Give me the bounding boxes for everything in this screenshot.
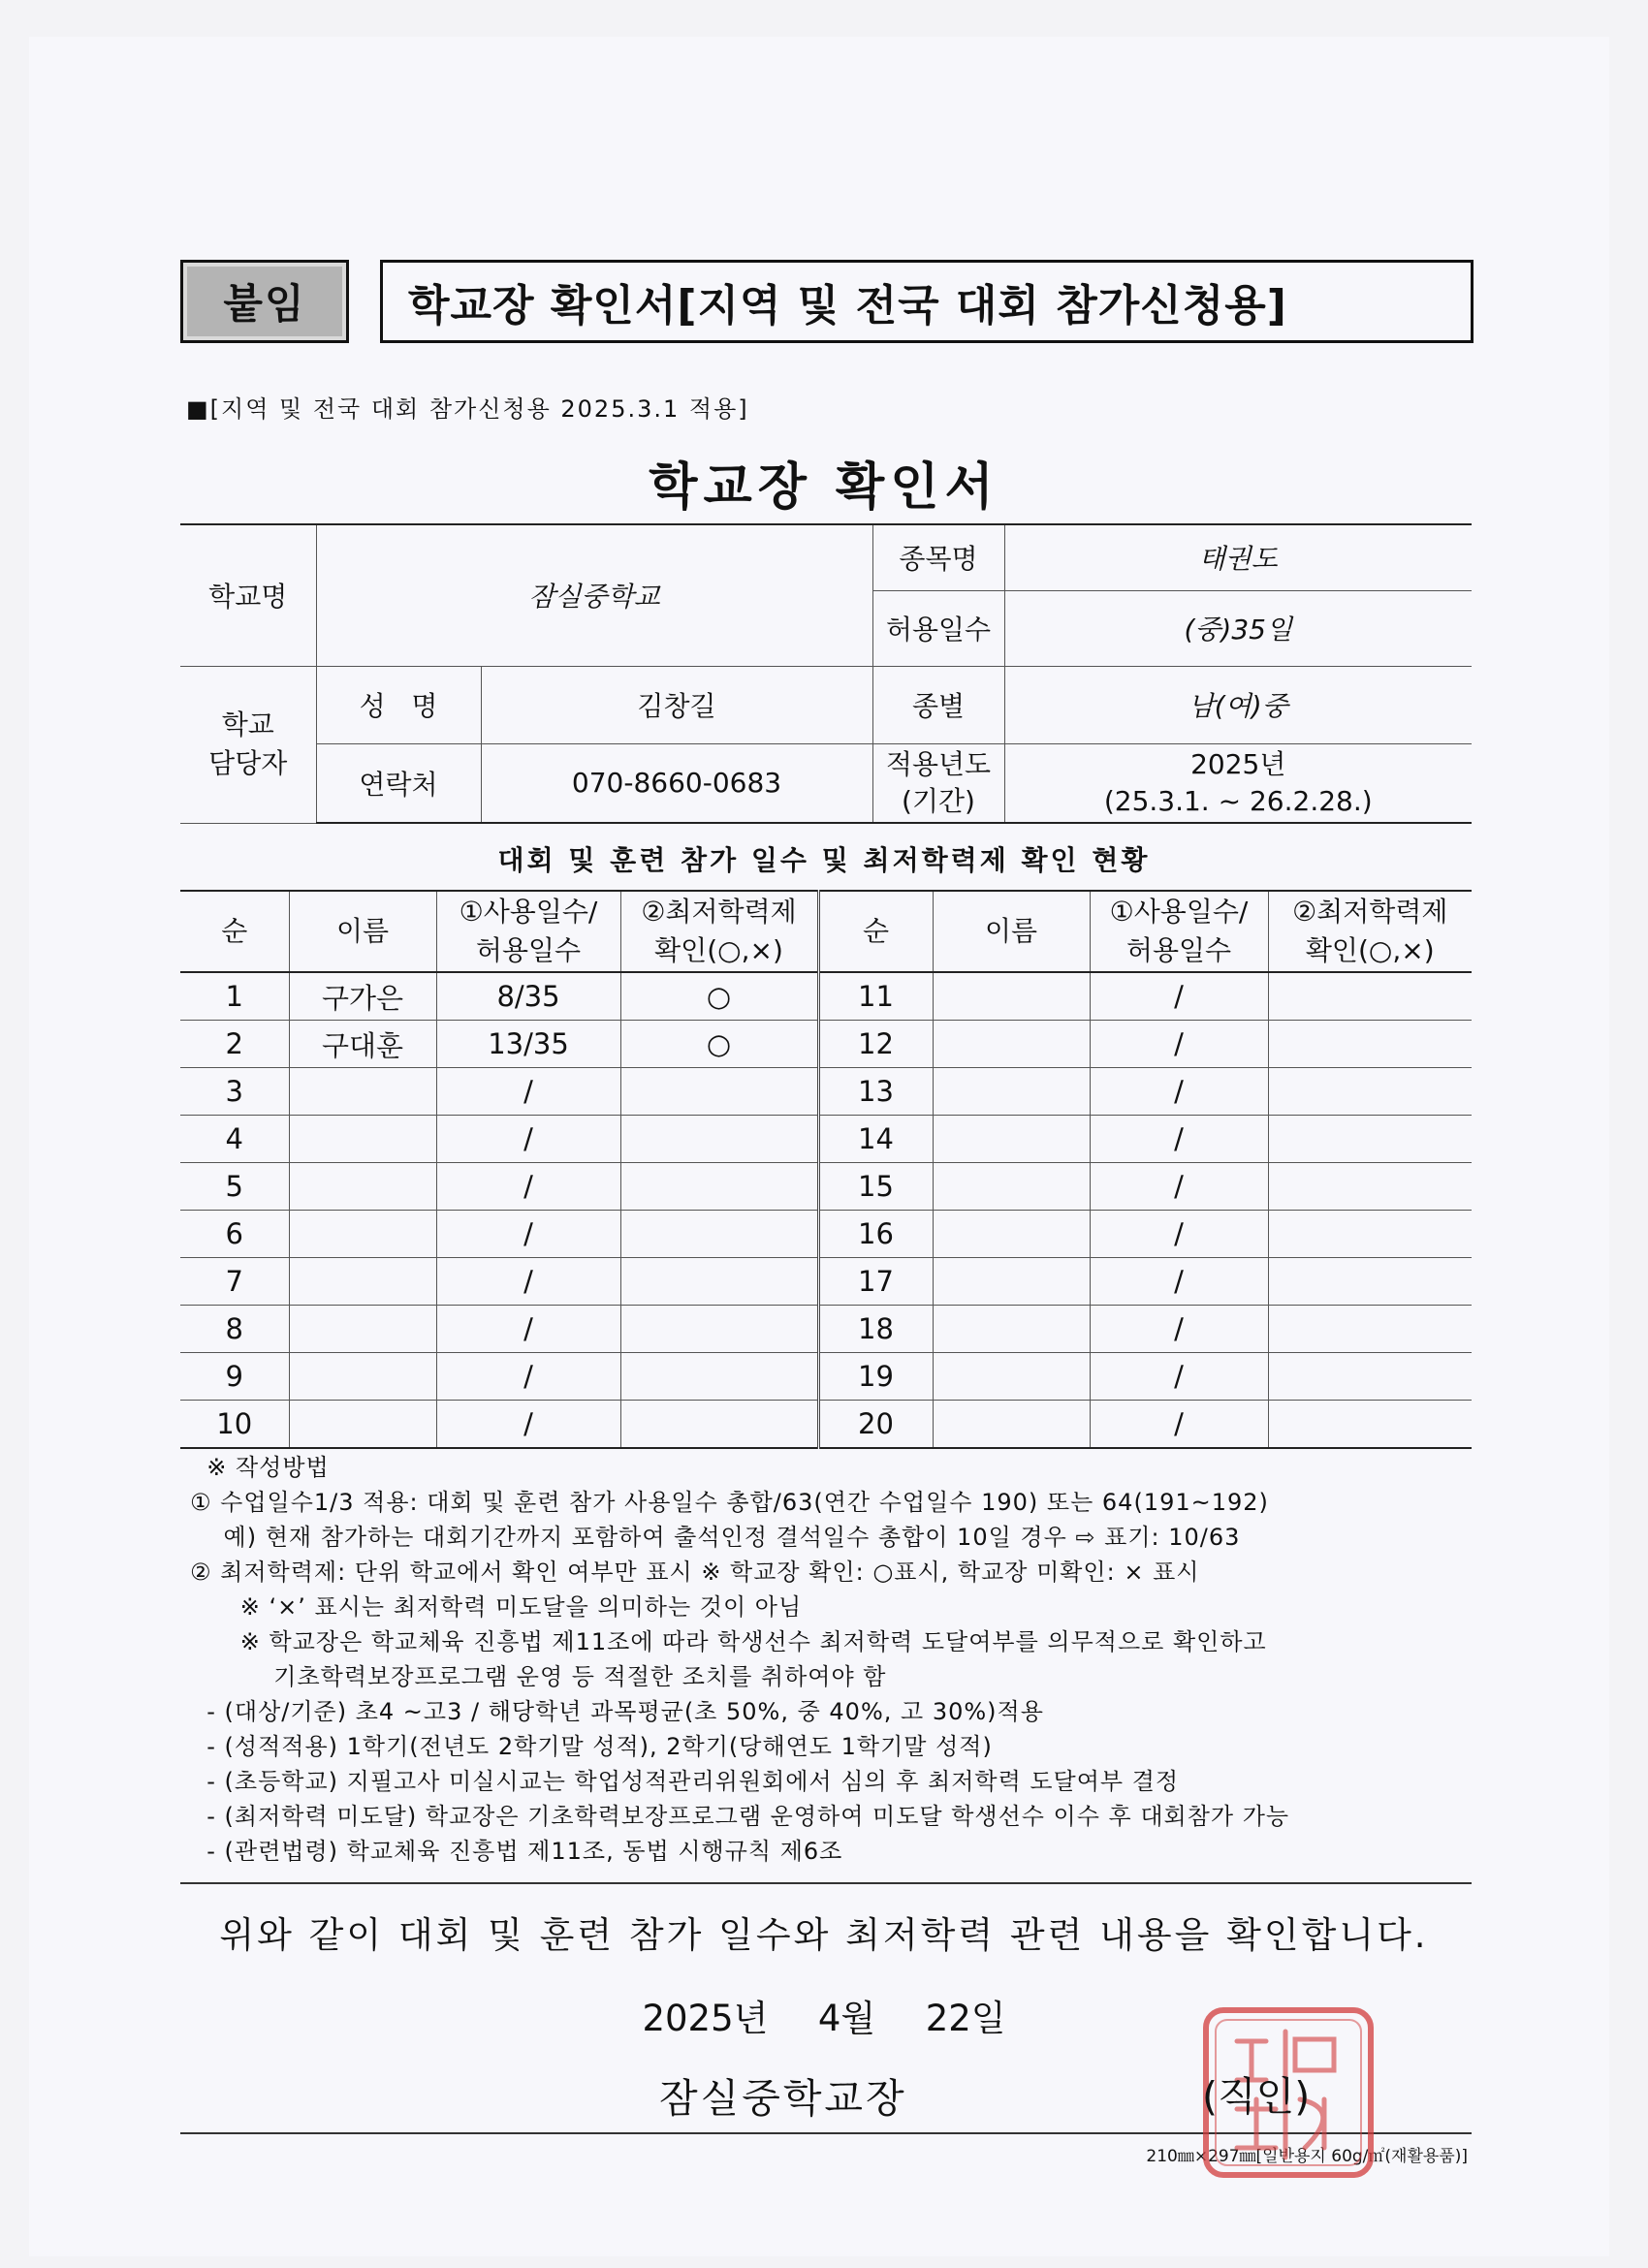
cell-no: 15	[818, 1163, 933, 1211]
cell-days: /	[436, 1163, 620, 1211]
cell-no: 18	[818, 1306, 933, 1353]
attachment-tag: 붙임	[180, 260, 349, 343]
cell-no: 11	[818, 972, 933, 1021]
issue-date: 2025년 4월 22일	[642, 1998, 1006, 2039]
cell-name	[933, 1021, 1090, 1068]
cell-days: /	[1090, 1306, 1268, 1353]
cell-days: /	[1090, 1068, 1268, 1116]
instruction-line: - (성적적용) 1학기(전년도 2학기말 성적), 2학기(당해연도 1학기말 성적)	[190, 1733, 993, 1760]
cell-no: 2	[180, 1021, 289, 1068]
cell-no: 10	[180, 1401, 289, 1449]
divider	[180, 1882, 1472, 1884]
status-section-title: 대회 및 훈련 참가 일수 및 최저학력제 확인 현황	[497, 844, 1151, 876]
event-label: 종목명	[872, 524, 1004, 590]
cell-name	[933, 1258, 1090, 1306]
participation-table	[180, 890, 1472, 1449]
cell-days: /	[1090, 1211, 1268, 1258]
cell-name	[289, 1211, 436, 1258]
cell-no: 12	[818, 1021, 933, 1068]
cell-check	[1268, 1401, 1472, 1449]
table-row	[180, 1021, 1472, 1068]
cell-no: 1	[180, 972, 289, 1021]
cell-check: ○	[620, 972, 818, 1021]
gender-label: 종별	[872, 666, 1004, 743]
cell-name	[289, 1258, 436, 1306]
contact-value: 070-8660-0683	[481, 743, 872, 823]
cell-name	[933, 972, 1090, 1021]
table-row	[180, 1353, 1472, 1401]
cell-name	[933, 1163, 1090, 1211]
col-header-no: 순	[818, 891, 933, 972]
table-row	[180, 1068, 1472, 1116]
table-row	[180, 1258, 1472, 1306]
cell-check	[620, 1401, 818, 1449]
instruction-line: 예) 현재 참가하는 대회기간까지 포함하여 출석인정 결석일수 총합이 10일 경우 ⇨ 표기: 10/63	[190, 1524, 1241, 1551]
instruction-line: ② 최저학력제: 단위 학교에서 확인 여부만 표시 ※ 학교장 확인: ○표시, 학교장 미확인: × 표시	[190, 1559, 1200, 1586]
cell-days: /	[1090, 1021, 1268, 1068]
cell-name	[289, 1163, 436, 1211]
cell-check	[1268, 1021, 1472, 1068]
allowed-days-label: 허용일수	[872, 590, 1004, 666]
table-row	[180, 1116, 1472, 1163]
cell-name	[289, 1116, 436, 1163]
allowed-days-value: (중)35일	[1004, 590, 1472, 666]
cell-days: /	[436, 1306, 620, 1353]
form-heading: 학교장 확인서[지역 및 전국 대회 참가신청용]	[380, 260, 1474, 343]
cell-no: 17	[818, 1258, 933, 1306]
instruction-line: ① 수업일수1/3 적용: 대회 및 훈련 참가 사용일수 총합/63(연간 수업일수 190) 또는 64(191~192)	[190, 1489, 1269, 1516]
cell-no: 9	[180, 1353, 289, 1401]
cell-check: ○	[620, 1021, 818, 1068]
cell-days: 13/35	[436, 1021, 620, 1068]
col-header-check: ②최저학력제 확인(○,×)	[620, 891, 818, 972]
cell-days: /	[1090, 1353, 1268, 1401]
contact-label: 연락처	[316, 743, 481, 823]
table-row	[180, 972, 1472, 1021]
instruction-line: - (초등학교) 지필고사 미실시교는 학업성적관리위원회에서 심의 후 최저학력 도달여부 결정	[190, 1768, 1180, 1795]
cell-name	[933, 1068, 1090, 1116]
instruction-line: - (대상/기준) 초4 ~고3 / 해당학년 과목평균(초 50%, 중 40%, 고 30%)적용	[190, 1698, 1044, 1725]
school-name-value: 잠실중학교	[316, 524, 872, 666]
table-row	[180, 1306, 1472, 1353]
cell-no: 19	[818, 1353, 933, 1401]
table-row	[180, 1211, 1472, 1258]
cell-name	[933, 1401, 1090, 1449]
cell-days: /	[436, 1353, 620, 1401]
cell-no: 3	[180, 1068, 289, 1116]
cell-name	[933, 1211, 1090, 1258]
col-header-no: 순	[180, 891, 289, 972]
instruction-line: ※ 작성방법	[190, 1454, 330, 1481]
cell-check	[620, 1163, 818, 1211]
cell-name	[289, 1401, 436, 1449]
cell-no: 16	[818, 1211, 933, 1258]
instruction-line: ※ 학교장은 학교체육 진흥법 제11조에 따라 학생선수 최저학력 도달여부를 의무적으로 확인하고	[190, 1628, 1267, 1655]
col-header-name: 이름	[289, 891, 436, 972]
manager-name-value: 김창길	[481, 666, 872, 743]
cell-name: 구대훈	[289, 1021, 436, 1068]
cell-days: /	[436, 1068, 620, 1116]
cell-no: 8	[180, 1306, 289, 1353]
cell-days: /	[436, 1401, 620, 1449]
cell-check	[620, 1258, 818, 1306]
cell-no: 20	[818, 1401, 933, 1449]
cell-no: 6	[180, 1211, 289, 1258]
writing-instructions	[190, 1450, 1489, 1869]
cell-days: /	[1090, 1163, 1268, 1211]
cell-name: 구가은	[289, 972, 436, 1021]
cell-days: /	[1090, 1258, 1268, 1306]
year-label: 적용년도 (기간)	[872, 743, 1004, 823]
table-row	[180, 1163, 1472, 1211]
manager-name-label: 성 명	[316, 666, 481, 743]
apply-note: ■[지역 및 전국 대회 참가신청용 2025.3.1 적용]	[186, 395, 749, 423]
cell-check	[1268, 972, 1472, 1021]
cell-name	[289, 1068, 436, 1116]
col-header-check: ②최저학력제 확인(○,×)	[1268, 891, 1472, 972]
document-title: 학교장 확인서	[649, 458, 999, 517]
cell-check	[1268, 1116, 1472, 1163]
cell-days: /	[436, 1211, 620, 1258]
col-header-days: ①사용일수/ 허용일수	[1090, 891, 1268, 972]
cell-days: /	[1090, 1401, 1268, 1449]
cell-no: 5	[180, 1163, 289, 1211]
instruction-line: - (최저학력 미도달) 학교장은 기초학력보장프로그램 운영하여 미도달 학생선수 이수 후 대회참가 가능	[190, 1803, 1290, 1830]
cell-no: 7	[180, 1258, 289, 1306]
instruction-line: 기초학력보장프로그램 운영 등 적절한 조치를 취하여야 함	[190, 1663, 887, 1690]
cell-days: /	[436, 1116, 620, 1163]
school-name-label: 학교명	[180, 524, 316, 666]
cell-no: 4	[180, 1116, 289, 1163]
instruction-line: - (관련법령) 학교체육 진흥법 제11조, 동법 시행규칙 제6조	[190, 1838, 843, 1865]
seal-label: (직인)	[1202, 2073, 1311, 2120]
table-row	[180, 1401, 1472, 1449]
cell-check	[1268, 1068, 1472, 1116]
cell-name	[933, 1116, 1090, 1163]
cell-name	[933, 1306, 1090, 1353]
instruction-line: ※ ‘×’ 표시는 최저학력 미도달을 의미하는 것이 아님	[190, 1593, 803, 1621]
cell-no: 13	[818, 1068, 933, 1116]
cell-name	[289, 1306, 436, 1353]
cell-check	[620, 1116, 818, 1163]
manager-label: 학교 담당자	[180, 666, 316, 823]
cell-check	[1268, 1163, 1472, 1211]
cell-name	[289, 1353, 436, 1401]
paper-spec: 210㎜×297㎜[일반용지 60g/㎡(재활용품)]	[1146, 2147, 1468, 2166]
cell-check	[1268, 1258, 1472, 1306]
cell-check	[620, 1068, 818, 1116]
cell-days: /	[1090, 972, 1268, 1021]
cell-days: 8/35	[436, 972, 620, 1021]
confirmation-statement: 위와 같이 대회 및 훈련 참가 일수와 최저학력 관련 내용을 확인합니다.	[219, 1914, 1429, 1956]
cell-no: 14	[818, 1116, 933, 1163]
cell-check	[620, 1211, 818, 1258]
cell-check	[620, 1353, 818, 1401]
school-info-table	[180, 523, 1472, 824]
cell-check	[1268, 1306, 1472, 1353]
principal-signer: 잠실중학교장	[659, 2075, 907, 2122]
event-value: 태권도	[1004, 524, 1472, 590]
year-value: 2025년 (25.3.1. ~ 26.2.28.)	[1004, 743, 1472, 823]
cell-check	[1268, 1211, 1472, 1258]
cell-name	[933, 1353, 1090, 1401]
cell-days: /	[436, 1258, 620, 1306]
gender-value: 남(여)중	[1004, 666, 1472, 743]
cell-check	[620, 1306, 818, 1353]
cell-days: /	[1090, 1116, 1268, 1163]
col-header-days: ①사용일수/ 허용일수	[436, 891, 620, 972]
col-header-name: 이름	[933, 891, 1090, 972]
cell-check	[1268, 1353, 1472, 1401]
